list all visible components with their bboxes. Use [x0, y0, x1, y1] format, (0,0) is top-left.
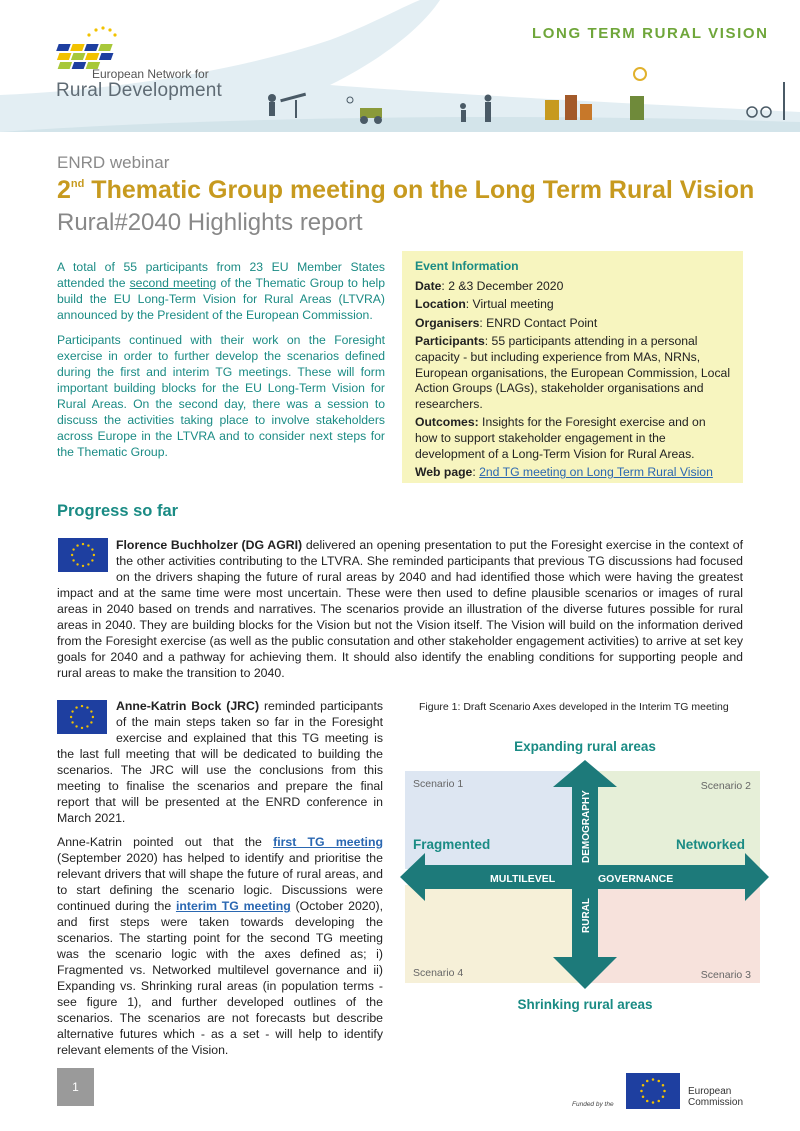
speaker-name-buchholzer: Florence Buchholzer (DG AGRI) [116, 538, 303, 552]
eu-star [652, 1078, 655, 1081]
event-info-title: Event Information [415, 259, 519, 273]
eu-star [640, 1090, 643, 1093]
interim-tg-meeting-link[interactable]: interim TG meeting [175, 899, 291, 913]
eu-star [662, 1084, 665, 1087]
eu-star [658, 1100, 661, 1103]
axis-label-top: Expanding rural areas [514, 739, 656, 754]
event-date: Date: 2 &3 December 2020 [415, 278, 564, 293]
banner-title: LONG TERM RURAL VISION [532, 25, 769, 42]
axis-label-right: Networked [675, 837, 745, 852]
eu-star [646, 1100, 649, 1103]
axis-word-demography: DEMOGRAPHY [581, 790, 592, 863]
page-title [57, 176, 754, 205]
logo-text-rural-development: Rural Development [56, 80, 223, 101]
eu-star [642, 1084, 645, 1087]
funded-by-text: Funded by the [572, 1101, 614, 1108]
section-heading-progress: Progress so far [57, 502, 179, 520]
figure-caption: Figure 1: Draft Scenario Axes developed in the Interim TG meeting [419, 701, 729, 713]
intro-paragraph-1: A total of 55 participants from 23 EU Member States attended the second meeting of the Thematic Group to help build the EU Long-Term Vision for Rural Areas (LTVRA) announced by the President of the European Commission. [57, 260, 386, 322]
intro-text [57, 259, 385, 469]
eu-star [662, 1096, 665, 1099]
eu-star [646, 1080, 649, 1083]
axis-label-bottom: Shrinking rural areas [517, 997, 653, 1012]
scenario-1-label: Scenario 1 [413, 778, 464, 790]
page-header [0, 0, 800, 132]
title-number: 2 [57, 176, 71, 204]
axis-word-multilevel: MULTILEVEL [490, 873, 556, 885]
paragraph-bock: Anne-Katrin Bock (JRC) reminded participants of the main steps taken so far in the Foresight exercise and explained that this TG meeting is the last full meeting that will be dedicated to building the scenarios. The JRC will use the conclusions from this meeting to finalise the scenarios and prepare the final report that will be presented at the ENRD conference in March 2021. Anne-Katrin pointed out that the first TG meeting (September 2020) has helped to identify and prioritise the relevant drivers that will shape the future of rural areas, and to start defining the scenario logic. Discussions were continued during the interim TG meeting (October 2020), and first steps were taken towards developing the scenarios. The starting point for the second TG meeting was the scenario logic with the axes defined as; i) Fragmented vs. Networked multilevel governance and ii) Expanding vs. Shrinking rural areas (in population terms - see figure 1), and further developed outlines of the scenarios. The scenarios are not forecasts but describe alternative futures which - as a set - will help to identify relevant elements of the Vision. [57, 699, 384, 1057]
event-organisers: Organisers: ENRD Contact Point [415, 315, 598, 330]
logo-text-network: European Network for [92, 67, 209, 81]
scenario-3-label: Scenario 3 [700, 969, 751, 981]
event-location: Location: Virtual meeting [415, 297, 554, 312]
eu-star [658, 1080, 661, 1083]
event-outcomes: Outcomes: Insights for the Foresight exercise and on how to support stakeholder engagement in the development of a Long-Term Vision for Rural Areas. [415, 415, 706, 461]
eu-flag-icon [626, 1073, 680, 1109]
webpage-link[interactable]: 2nd TG meeting on Long Term Rural Vision [479, 465, 713, 480]
eu-star [642, 1096, 645, 1099]
speaker-name-bock: Anne-Katrin Bock (JRC) [116, 699, 260, 713]
event-information-box [402, 251, 743, 483]
axis-label-left: Fragmented [413, 837, 491, 852]
paragraph-buchholzer: Florence Buchholzer (DG AGRI) delivered an opening presentation to put the Foresight exercise in the context of the other activities contributing to the LTVRA. She reminded participants that previous TG discussions had focused on the drivers shaping the future of rural areas by 2040 and had identified those which were having the greatest impact and at the same time were most uncertain. These were then used to define plausible scenarios or images of rural areas in 2040 based on trends and narratives. The scenarios provide an illustration of the diverse futures possible for rural areas in 2040. They are building blocks for the Vision but not the Vision itself. The Vision will build on the information derived from the Foresight exercise (as well as the public consutation and other stakeholder engagement activities) to arrive at set key goals for 2040 and a pathway for achieving them. It should also identify the enabling conditions for supporting people and rural areas to make the transition to 2040. [57, 538, 743, 680]
axis-word-rural: RURAL [581, 898, 592, 933]
second-meeting-link[interactable]: second meeting [129, 276, 217, 290]
page-subtitle: Rural#2040 Highlights report [57, 209, 363, 236]
document-kind: ENRD webinar [57, 153, 170, 172]
first-tg-meeting-link[interactable]: first TG meeting [273, 835, 383, 849]
eu-star [663, 1090, 666, 1093]
european-commission-text: European Commission [688, 1086, 744, 1108]
event-webpage: Web page: 2nd TG meeting on Long Term Rural Vision [415, 465, 713, 480]
scenario-2-label: Scenario 2 [700, 780, 751, 792]
event-participants: Participants: 55 participants attending in a personal capacity - but including experience from MAs, NRNs, European organisations, the European Commission, Local Action Groups (LAGs), stakeholder organisations and researchers. [415, 334, 731, 411]
axis-word-governance: GOVERNANCE [598, 873, 674, 885]
scenario-axes-figure [395, 725, 775, 1025]
eu-star [652, 1101, 655, 1104]
scenario-4-label: Scenario 4 [413, 967, 464, 979]
intro-paragraph-2: Participants continued with their work on the Foresight exercise in order to further develop the scenarios defined during the first and interim TG meetings. These will form important building blocks for the EU Long-Term Vision for Rural Areas. On the second day, there was a session to discuss the activities taking place to involve stakeholders across Europe in the LTVRA and to consider next steps for the Thematic Group. [57, 333, 385, 459]
title-text: Thematic Group meeting on the Long Term Rural Vision [84, 176, 755, 204]
paragraph-scenario-logic: Anne-Katrin pointed out that the first TG meeting (September 2020) has helped to identify and prioritise the relevant drivers that will shape the future of rural areas, and to start defining the scenario logic. Discussions were continued during the interim TG meeting (October 2020), and first steps were taken towards developing the scenarios. The starting point for the second TG meeting was the scenario logic with the axes defined as; i) Fragmented vs. Networked multilevel governance and ii) Expanding vs. Shrinking rural areas (in population terms - see figure 1), and further developed outlines of the scenarios. The scenarios are not forecasts but describe alternative futures which - as a set - will help to identify relevant elements of the Vision. [57, 835, 383, 1057]
page-number: 1 [57, 1068, 94, 1106]
title-superscript: nd [70, 178, 85, 190]
